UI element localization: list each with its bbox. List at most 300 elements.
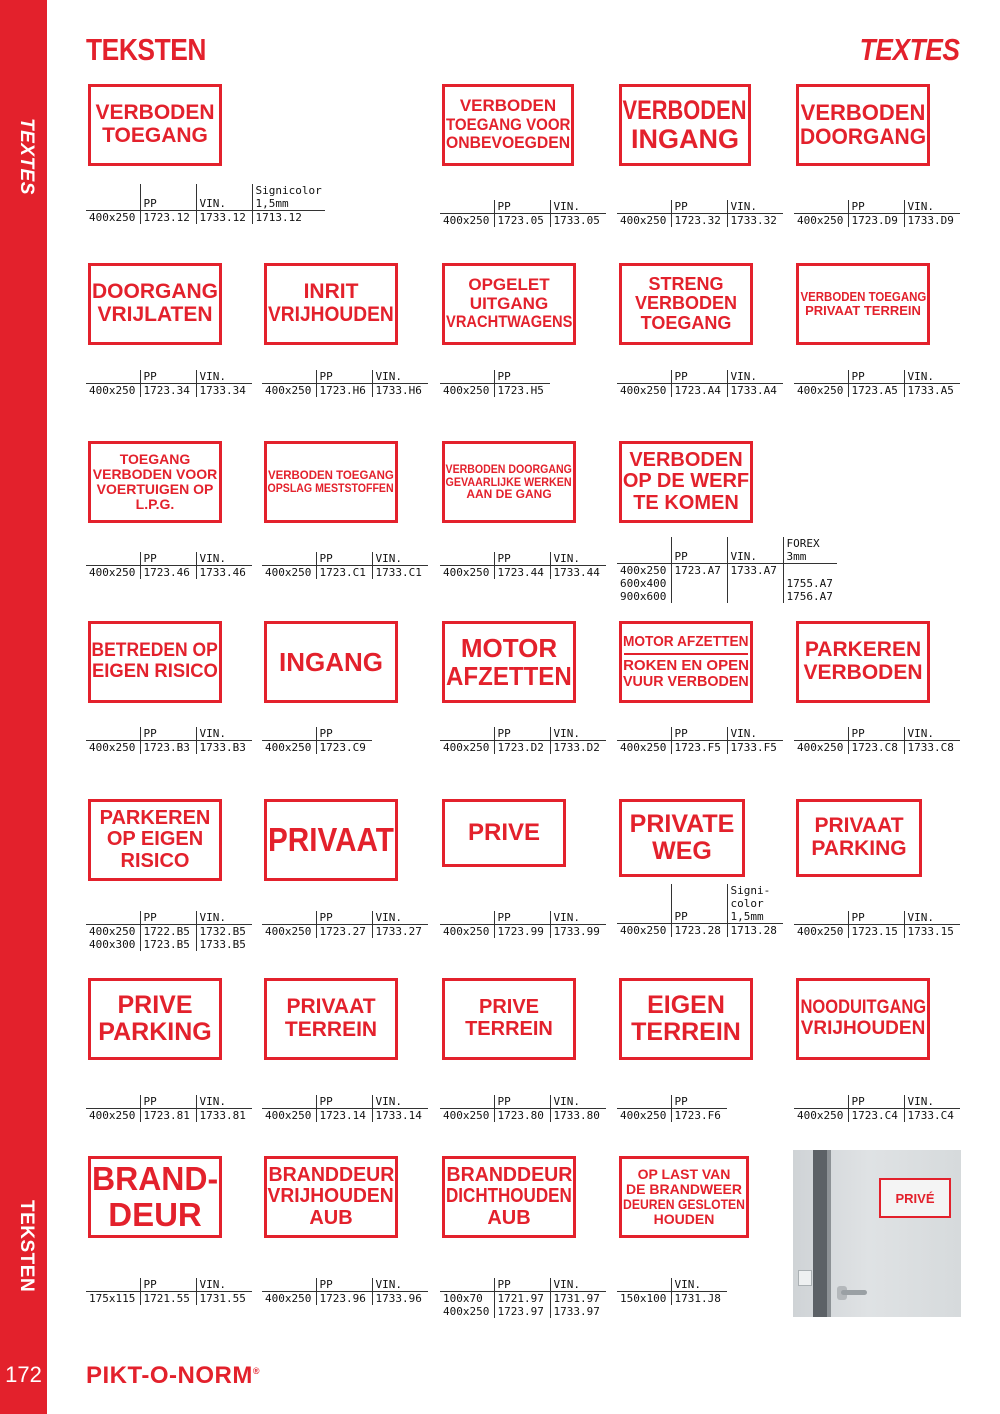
sign-line: OPSLAG MESTSTOFFEN xyxy=(267,481,395,495)
table-row xyxy=(617,564,837,604)
sign-19 xyxy=(88,799,222,881)
size-header xyxy=(794,1095,848,1109)
article-code-cell: 1733.46 xyxy=(196,566,252,580)
material-header: VIN. xyxy=(372,370,428,384)
material-header: PP xyxy=(494,1278,550,1292)
size-header xyxy=(617,884,671,924)
material-header: PP xyxy=(848,1095,904,1109)
article-code-cell: 1733.A7 xyxy=(727,564,783,604)
sign-7 xyxy=(442,263,576,345)
article-code-cell: 1713.28 xyxy=(727,924,783,938)
size-cell: 400x250 xyxy=(797,1109,844,1122)
table-row xyxy=(262,925,428,939)
table-row xyxy=(440,214,606,228)
material-header: PP xyxy=(140,1278,196,1292)
sign-14 xyxy=(88,621,222,703)
article-code-cell: 1733.B3 xyxy=(196,741,252,755)
table-row xyxy=(617,1109,727,1123)
size-header xyxy=(86,184,140,211)
material-header: PP xyxy=(494,200,550,214)
material-header: VIN. xyxy=(727,537,783,564)
sign-line: TOEGANG xyxy=(640,312,732,333)
article-code-cell: 1723.C1 xyxy=(316,566,372,580)
article-code-cell: 1722.B5 xyxy=(140,925,196,939)
price-table xyxy=(262,911,428,938)
sign-8 xyxy=(619,263,753,345)
sign-line: EIGEN xyxy=(647,991,725,1019)
price-table xyxy=(262,1278,428,1305)
article-code-cell: 1723.32 xyxy=(671,214,727,228)
sign-5 xyxy=(88,263,222,345)
sign-line: VOERTUIGEN OP xyxy=(96,481,214,497)
material-header: VIN. xyxy=(904,1095,960,1109)
material-header: VIN. xyxy=(196,727,252,741)
article-code-cell: 1721.55 xyxy=(140,1292,196,1306)
material-header: VIN. xyxy=(727,370,783,384)
size-header xyxy=(86,1278,140,1292)
sign-line: TOEGANG xyxy=(102,124,208,147)
table-row xyxy=(794,214,960,228)
table-row xyxy=(86,741,252,755)
sign-line: BRANDDEUR xyxy=(446,1163,572,1186)
sign-25 xyxy=(264,978,398,1060)
material-header: VIN. xyxy=(550,1278,606,1292)
material-header: VIN. xyxy=(550,552,606,566)
price-table xyxy=(794,1095,960,1122)
size-header xyxy=(617,370,671,384)
sign-2 xyxy=(442,84,574,166)
article-code-cell: 1723.A5 xyxy=(848,384,904,398)
switch-plate xyxy=(798,1270,812,1286)
material-header: VIN. xyxy=(550,1095,606,1109)
material-header: PP xyxy=(494,552,550,566)
material-header: VIN. xyxy=(904,727,960,741)
sign-line: VERBODEN xyxy=(629,448,743,471)
size-header xyxy=(617,1278,671,1292)
article-code-cell: 1733.96 xyxy=(372,1292,428,1306)
sign-3 xyxy=(619,84,751,166)
sign-line: PRIVE xyxy=(467,819,541,847)
size-header xyxy=(794,727,848,741)
article-code-cell: 1723.B3 xyxy=(140,741,196,755)
article-code-cell: 1723.A7 xyxy=(671,564,727,604)
size-header xyxy=(440,911,494,925)
price-table xyxy=(86,1095,252,1122)
size-cell: 400x250 xyxy=(265,384,312,397)
sign-16 xyxy=(442,621,576,703)
sign-line: PRIVAAT TERREIN xyxy=(805,303,921,318)
article-code-cell: 1733.34 xyxy=(196,384,252,398)
material-header: PP xyxy=(848,200,904,214)
table-row xyxy=(86,211,325,225)
article-code-cell: 1723.H6 xyxy=(316,384,372,398)
material-header: VIN. xyxy=(550,200,606,214)
sign-line: BRAND- xyxy=(91,1160,219,1198)
sign-line: VERBODEN TOEGANG xyxy=(268,468,394,483)
article-code-cell: 1733.C1 xyxy=(372,566,428,580)
material-header: PP xyxy=(316,911,372,925)
page-number: 172 xyxy=(5,1362,42,1387)
size-cell: 400x250 xyxy=(620,1109,667,1122)
sign-line: DOORGANG xyxy=(92,280,218,304)
article-code-cell: 1723.A4 xyxy=(671,384,727,398)
sign-line: VRIJHOUDEN xyxy=(800,1018,926,1039)
price-table xyxy=(617,1095,727,1122)
size-header xyxy=(440,1095,494,1109)
sign-line: VERBODEN TOEGANG xyxy=(800,288,926,304)
size-cell: 400x250 xyxy=(797,384,844,397)
size-cell: 400x300 xyxy=(89,938,136,951)
size-header xyxy=(617,200,671,214)
article-code-cell: 1733.D9 xyxy=(904,214,960,228)
sign-line: AUB xyxy=(309,1206,353,1229)
material-header: VIN. xyxy=(196,911,252,925)
sign-line: OPGELET xyxy=(468,275,550,295)
article-code-cell: 1733.C4 xyxy=(904,1109,960,1123)
material-header: PP xyxy=(671,537,727,564)
price-table xyxy=(440,200,606,227)
sign-line: WEG xyxy=(652,837,712,865)
material-header: PP xyxy=(316,1095,372,1109)
size-header xyxy=(440,552,494,566)
table-row xyxy=(262,741,372,755)
sign-32 xyxy=(619,1156,749,1238)
material-header: VIN. xyxy=(904,200,960,214)
size-header xyxy=(794,370,848,384)
sign-31 xyxy=(442,1156,576,1238)
material-header: VIN. xyxy=(904,911,960,925)
article-code-cell: 1732.B5 xyxy=(196,925,252,939)
size-cell: 400x250 xyxy=(89,384,136,397)
price-table xyxy=(86,552,252,579)
size-header xyxy=(262,911,316,925)
article-code-cell: 1731.97 1733.97 xyxy=(550,1292,606,1319)
sign-line: PARKING xyxy=(811,837,907,860)
article-code-cell: 1733.44 xyxy=(550,566,606,580)
size-header xyxy=(617,1095,671,1109)
sign-23 xyxy=(796,799,922,877)
size-cell: 400x250 xyxy=(265,566,312,579)
sign-line: PARKING xyxy=(98,1018,212,1046)
sign-line: ROKEN EN OPEN xyxy=(623,656,749,674)
material-header: PP xyxy=(140,1095,196,1109)
sign-4 xyxy=(796,84,930,166)
article-code-cell: 1723.05 xyxy=(494,214,550,228)
sign-line: VERBODEN xyxy=(803,661,923,684)
material-header: PP xyxy=(671,200,727,214)
table-row xyxy=(86,566,252,580)
material-header: VIN. xyxy=(727,200,783,214)
price-table xyxy=(86,184,325,224)
sign-13 xyxy=(619,441,753,523)
material-header: PP xyxy=(848,911,904,925)
sign-line: VERBODEN xyxy=(459,96,557,116)
material-header: PP xyxy=(316,552,372,566)
price-table xyxy=(794,911,960,938)
sign-26 xyxy=(442,978,576,1060)
door-handle xyxy=(841,1290,867,1295)
price-table xyxy=(617,1278,727,1305)
sign-line: TOEGANG VOOR xyxy=(445,114,571,134)
sign-21 xyxy=(442,799,566,867)
material-header: VIN. xyxy=(196,370,252,384)
size-cell: 400x250 xyxy=(797,925,844,938)
article-code-cell: 1723.D9 xyxy=(848,214,904,228)
sign-line: PRIVAAT xyxy=(286,995,376,1019)
article-code-cell: 1723.46 xyxy=(140,566,196,580)
price-table xyxy=(86,911,252,951)
table-row xyxy=(617,384,783,398)
sign-line: VERBODEN xyxy=(800,100,926,126)
sign-line: PARKEREN xyxy=(99,806,211,829)
size-header xyxy=(262,370,316,384)
sign-line: BETREDEN OP xyxy=(91,640,219,662)
material-header: PP xyxy=(494,911,550,925)
photo-sign: PRIVÉ xyxy=(879,1178,951,1218)
sign-line: VERBODEN xyxy=(95,101,215,125)
material-header: PP xyxy=(848,370,904,384)
price-table xyxy=(617,884,783,937)
size-cell: 400x250 xyxy=(89,741,136,754)
price-table xyxy=(794,200,960,227)
sign-line: VERBODEN VOOR xyxy=(92,465,218,482)
size-cell: 400x250 xyxy=(265,741,312,754)
table-row xyxy=(794,1109,960,1123)
door-photo-icon xyxy=(793,1150,961,1317)
article-code-cell: 1733.12 xyxy=(196,211,252,225)
sign-line: NOODUITGANG xyxy=(800,997,926,1019)
article-code-cell: 1723.28 xyxy=(671,924,727,938)
sign-line: INRIT xyxy=(303,280,359,304)
material-header: VIN. xyxy=(904,370,960,384)
brand-mark: ® xyxy=(252,1366,260,1376)
material-header: PP xyxy=(140,552,196,566)
size-cell: 400x250 xyxy=(443,214,490,227)
article-code-cell: 1733.80 xyxy=(550,1109,606,1123)
sign-line: VUUR VERBODEN xyxy=(623,673,749,691)
article-code-cell: 1731.J8 xyxy=(671,1292,727,1306)
sign-line: HOUDEN xyxy=(653,1211,715,1228)
price-table xyxy=(440,727,606,754)
material-header: VIN. xyxy=(372,552,428,566)
sign-line: AUB xyxy=(487,1206,531,1229)
size-cell: 400x250 xyxy=(89,211,136,224)
sign-line: VERBODEN xyxy=(623,94,747,125)
material-header: PP xyxy=(494,370,550,384)
sign-12 xyxy=(442,441,576,523)
table-row xyxy=(262,1292,428,1306)
material-header: PP xyxy=(848,727,904,741)
sign-10 xyxy=(88,441,222,523)
size-header xyxy=(86,370,140,384)
sign-line: DEUREN GESLOTEN xyxy=(623,1196,745,1212)
material-header: VIN. xyxy=(372,1278,428,1292)
sign-line: AFZETTEN xyxy=(446,661,572,691)
sign-line: DEUR xyxy=(108,1196,202,1233)
sign-line: TERREIN xyxy=(465,1018,553,1040)
sign-28 xyxy=(796,978,930,1060)
table-row xyxy=(440,925,606,939)
article-code-cell: 1723.80 xyxy=(494,1109,550,1123)
material-header: PP xyxy=(140,370,196,384)
size-cell: 400x250 xyxy=(443,1109,490,1122)
material-header: PP xyxy=(316,727,372,741)
price-table xyxy=(262,727,372,754)
table-row xyxy=(262,1109,428,1123)
article-code-cell: 1733.F5 xyxy=(727,741,783,755)
price-table xyxy=(617,200,783,227)
size-header xyxy=(262,1095,316,1109)
sign-line: BRANDDEUR xyxy=(268,1163,394,1186)
table-row xyxy=(440,741,606,755)
size-cell: 400x250 xyxy=(265,1109,312,1122)
table-row xyxy=(794,741,960,755)
size-header xyxy=(440,370,494,384)
price-table xyxy=(440,552,606,579)
size-cell: 400x250 xyxy=(265,925,312,938)
article-code-cell: 1723.12 xyxy=(140,211,196,225)
article-code-cell: 1731.55 xyxy=(196,1292,252,1306)
table-row xyxy=(86,925,252,939)
article-code-cell: 1733.A4 xyxy=(727,384,783,398)
sign-15 xyxy=(264,621,398,703)
article-code-cell: 1733.15 xyxy=(904,925,960,939)
table-row xyxy=(440,1109,606,1123)
sign-divider xyxy=(624,653,748,655)
size-header xyxy=(617,537,671,564)
sign-line: PRIVAAT xyxy=(268,821,394,859)
sign-line: L.P.G. xyxy=(135,496,175,513)
article-code-cell: 1733.H6 xyxy=(372,384,428,398)
table-row xyxy=(440,1292,606,1319)
price-table xyxy=(440,911,606,938)
sign-line: OP LAST VAN xyxy=(637,1165,731,1182)
table-row xyxy=(440,384,550,398)
table-row xyxy=(617,924,783,938)
material-header: PP xyxy=(140,911,196,925)
size-header xyxy=(794,911,848,925)
size-cell: 400x250 600x400 900x600 xyxy=(620,564,667,603)
table-row xyxy=(794,925,960,939)
material-header: PP xyxy=(671,1095,727,1109)
material-header: PP xyxy=(494,1095,550,1109)
article-code-cell: 1723.81 xyxy=(140,1109,196,1123)
article-code-cell: 1723.15 xyxy=(848,925,904,939)
article-code-cell: 1723.C9 xyxy=(316,741,372,755)
sign-22 xyxy=(619,799,745,877)
material-header: PP xyxy=(671,370,727,384)
material-header: PP xyxy=(140,184,196,211)
size-cell: 400x250 xyxy=(620,924,667,937)
size-header xyxy=(86,552,140,566)
sign-line: VERBODEN xyxy=(634,293,737,314)
material-header: PP xyxy=(671,727,727,741)
table-row xyxy=(794,384,960,398)
sign-line: PRIVATE xyxy=(629,810,735,838)
material-header: Signi- color 1,5mm xyxy=(727,884,783,924)
price-table xyxy=(617,370,783,397)
table-row xyxy=(262,384,428,398)
table-row xyxy=(86,1109,252,1123)
article-code-cell: 1723.96 xyxy=(316,1292,372,1306)
sign-line: EIGEN RISICO xyxy=(92,661,218,682)
sign-line: VRIJLATEN xyxy=(97,303,213,326)
article-code-cell: 1713.12 xyxy=(252,211,325,225)
size-cell: 400x250 xyxy=(443,741,490,754)
page-title-fr: TEXTES xyxy=(860,32,960,67)
article-code-cell: 1723.27 xyxy=(316,925,372,939)
sign-line: PARKEREN xyxy=(804,638,922,662)
material-header: VIN. xyxy=(196,552,252,566)
article-code-cell: 1723.C4 xyxy=(848,1109,904,1123)
size-cell: 400x250 xyxy=(89,925,136,938)
price-table xyxy=(617,727,783,754)
table-row xyxy=(617,214,783,228)
sign-line: VRIJHOUDEN xyxy=(267,1185,395,1208)
table-row xyxy=(86,384,252,398)
sign-30 xyxy=(264,1156,398,1238)
material-header: VIN. xyxy=(671,1278,727,1292)
sign-17 xyxy=(619,621,753,703)
size-cell: 400x250 xyxy=(443,925,490,938)
sign-line: TERREIN xyxy=(631,1018,741,1046)
sign-line: OP DE WERF xyxy=(622,470,750,493)
sign-line: PRIVE xyxy=(478,996,540,1019)
article-code-cell: 1721.97 1723.97 xyxy=(494,1292,550,1319)
size-cell: 100x70 400x250 xyxy=(443,1292,490,1318)
sign-18 xyxy=(796,621,930,703)
material-header: PP xyxy=(671,884,727,924)
material-header: VIN. xyxy=(196,1095,252,1109)
material-header: VIN. xyxy=(550,911,606,925)
article-code-cell: 1733.81 xyxy=(196,1109,252,1123)
sign-line: PRIVAAT xyxy=(814,814,904,838)
door-frame-edge xyxy=(827,1150,831,1317)
sign-line: TOEGANG xyxy=(119,450,191,467)
size-cell: 400x250 xyxy=(443,566,490,579)
sign-line: OP EIGEN xyxy=(106,828,204,851)
sign-27 xyxy=(619,978,753,1060)
material-header: PP xyxy=(316,370,372,384)
brand-logo xyxy=(86,1362,260,1390)
sign-line: MOTOR AFZETTEN xyxy=(623,632,749,650)
sign-line: INGANG xyxy=(631,124,739,154)
material-header: Signicolor 1,5mm xyxy=(252,184,325,211)
material-header: PP xyxy=(494,727,550,741)
size-header xyxy=(86,911,140,925)
article-code-cell: 1723.14 xyxy=(316,1109,372,1123)
article-code-cell: 1733.14 xyxy=(372,1109,428,1123)
size-cell: 400x250 xyxy=(620,214,667,227)
brand-name: PIKT-O-NORM xyxy=(86,1362,253,1389)
article-code-cell: 1733.D2 xyxy=(550,741,606,755)
article-code-cell: 1723.B5 xyxy=(140,938,196,951)
sign-line: ONBEVOEGDEN xyxy=(445,133,571,153)
article-code-cell: 1733.32 xyxy=(727,214,783,228)
sign-line: PRIVE xyxy=(117,991,193,1019)
article-code-cell: 1733.99 xyxy=(550,925,606,939)
material-header: VIN. xyxy=(196,1278,252,1292)
article-code-cell: 1733.A5 xyxy=(904,384,960,398)
size-cell: 400x250 xyxy=(797,214,844,227)
sign-20 xyxy=(264,799,398,881)
door-frame xyxy=(813,1150,827,1317)
article-code-cell: 1755.A7 1756.A7 xyxy=(783,564,837,604)
sign-line: STRENG xyxy=(648,273,724,294)
price-table xyxy=(440,370,550,397)
size-header xyxy=(86,727,140,741)
article-code-cell: 1723.H5 xyxy=(494,384,550,398)
